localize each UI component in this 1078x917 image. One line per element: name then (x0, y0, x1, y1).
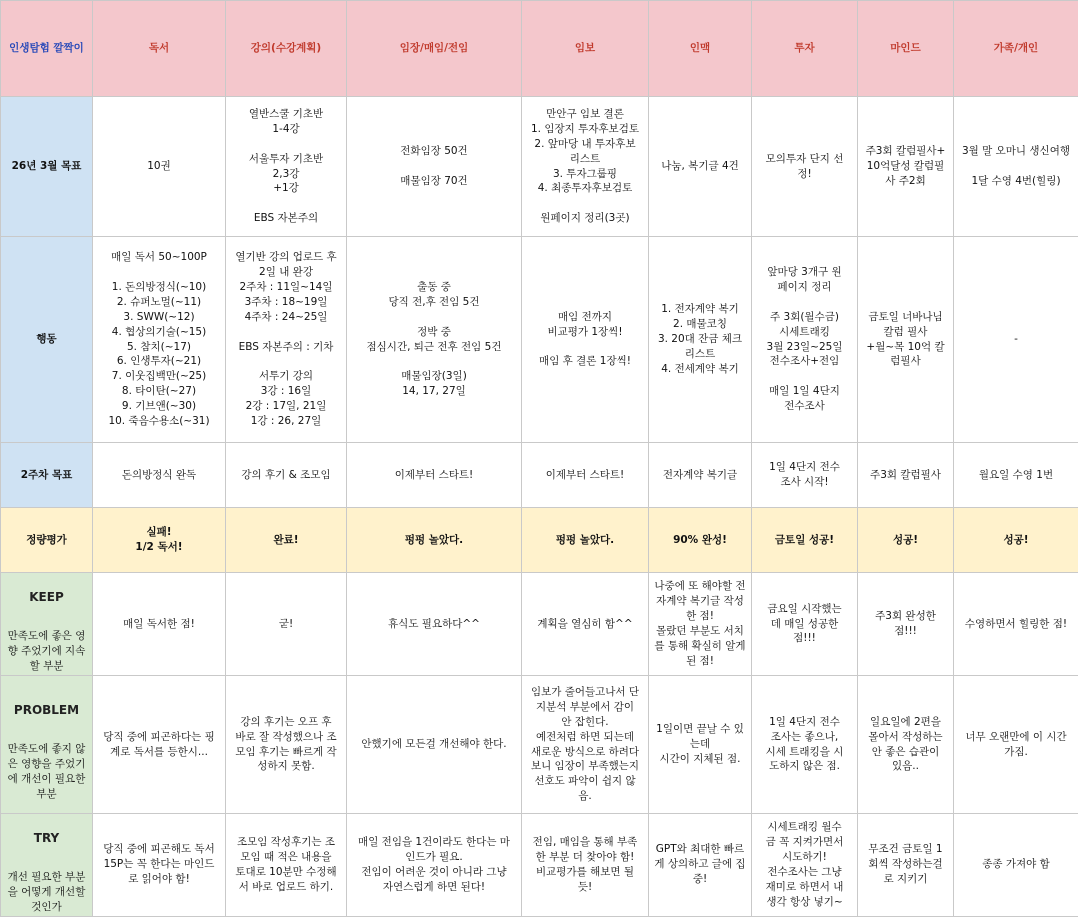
try-cell[interactable]: 조모임 작성후기는 조 모임 때 적은 내용을 토대로 10분만 수정해 서 바로 업로드 하기. (226, 814, 347, 917)
goal2-cell[interactable]: 전자계약 복기글 (649, 443, 752, 508)
try-cell[interactable]: 매일 전임을 1건이라도 한다는 마 인드가 필요. 전임이 어려운 것이 아니라 그냥 자연스럽게 하면 된다! (347, 814, 522, 917)
eval-cell[interactable]: 성공! (954, 508, 1078, 573)
problem-cell[interactable]: 안했기에 모든걸 개선해야 한다. (347, 676, 522, 814)
eval-row-label[interactable]: 정량평가 (1, 508, 93, 573)
problem-row (1, 676, 1078, 814)
header-cell-invest[interactable]: 투자 (752, 1, 858, 97)
header-cell-imbo[interactable]: 임보 (522, 1, 649, 97)
problem-cell[interactable]: 강의 후기는 오프 후 바로 잘 작성했으나 조 모임 후기는 빠르게 작 성하지 못함. (226, 676, 347, 814)
goal2-row (1, 443, 1078, 508)
keep-title: KEEP (4, 589, 89, 606)
goal26-cell[interactable]: 3월 말 오마니 생신여행 1달 수영 4번(힐링) (954, 97, 1078, 237)
keep-cell[interactable]: 굳! (226, 573, 347, 676)
eval-cell[interactable]: 펑펑 놀았다. (522, 508, 649, 573)
action-cell[interactable]: - (954, 237, 1078, 443)
header-row (1, 1, 1078, 97)
keep-cell[interactable]: 나중에 또 해야할 전 자계약 복기글 작성 한 점! 몰랐던 부분도 서치 를 통해 확실히 알게 된 점! (649, 573, 752, 676)
keep-cell[interactable]: 매일 독서한 점! (93, 573, 226, 676)
header-cell-lecture[interactable]: 강의(수강계획) (226, 1, 347, 97)
eval-cell[interactable]: 금토일 성공! (752, 508, 858, 573)
goal2-row-label[interactable]: 2주차 목표 (1, 443, 93, 508)
goal26-cell[interactable]: 열반스쿨 기초반 1-4강 서울투자 기초반 2,3강 +1강 EBS 자본주의 (226, 97, 347, 237)
action-row-label[interactable]: 행동 (1, 237, 93, 443)
action-cell[interactable]: 1. 전자계약 복기 2. 매물코칭 3. 20대 잔금 체크 리스트 4. 전세계약 복기 (649, 237, 752, 443)
goal2-cell[interactable]: 월요일 수영 1번 (954, 443, 1078, 508)
goal26-cell[interactable]: 10권 (93, 97, 226, 237)
keep-cell[interactable]: 주3회 완성한 점!!! (858, 573, 954, 676)
action-cell[interactable]: 매임 전까지 비교평가 1장씩! 매임 후 결론 1장씩! (522, 237, 649, 443)
try-cell[interactable]: 시세트래킹 월수 금 꼭 지켜가면서 시도하기! 전수조사는 그냥 재미로 하면서 내 생각 항상 넣기~ (752, 814, 858, 917)
goal26-cell[interactable]: 전화임장 50건 매물임장 70건 (347, 97, 522, 237)
try-cell[interactable]: 무조건 금토일 1 회씩 작성하는걸 로 지키기 (858, 814, 954, 917)
goal26-cell[interactable]: 나눔, 복기글 4건 (649, 97, 752, 237)
action-cell[interactable]: 열기반 강의 업로드 후 2일 내 완강 2주차 : 11일~14일 3주차 : 18~19일 4주차 : 24~25일 EBS 자본주의 : 기차 서투기 강의 3강 : 16일 2강 : 17일, 21일 1강 : 26, 27일 (226, 237, 347, 443)
action-cell[interactable]: 앞마당 3개구 원 페이지 정리 주 3회(월수금) 시세트래킹 3월 23일~25일 전수조사+전임 매일 1일 4단지 전수조사 (752, 237, 858, 443)
goal26-row (1, 97, 1078, 237)
problem-cell[interactable]: 1일이면 끝날 수 있 는데 시간이 지체된 점. (649, 676, 752, 814)
goal2-cell[interactable]: 1일 4단지 전수 조사 시작! (752, 443, 858, 508)
problem-cell[interactable]: 1일 4단지 전수 조사는 좋으나, 시세 트래킹을 시 도하지 않은 점. (752, 676, 858, 814)
problem-cell[interactable]: 당직 중에 피곤하다는 핑 계로 독서를 등한시... (93, 676, 226, 814)
eval-cell[interactable]: 90% 완성! (649, 508, 752, 573)
keep-row (1, 573, 1078, 676)
goal26-cell[interactable]: 모의투자 단지 선 정! (752, 97, 858, 237)
try-cell[interactable]: 전임, 매임을 통해 부족 한 부분 더 찾아야 함! 비교평가를 해보면 될 듯! (522, 814, 649, 917)
goal2-cell[interactable]: 돈의방정식 완독 (93, 443, 226, 508)
keep-cell[interactable]: 계획을 열심히 함^^ (522, 573, 649, 676)
header-cell-family[interactable]: 가족/개인 (954, 1, 1078, 97)
problem-row-label[interactable] (1, 676, 93, 814)
problem-title: PROBLEM (4, 702, 89, 719)
eval-row (1, 508, 1078, 573)
goal2-cell[interactable]: 강의 후기 & 조모임 (226, 443, 347, 508)
try-cell[interactable]: 당직 중에 피곤해도 독서 15P는 꼭 한다는 마인드 로 읽어야 함! (93, 814, 226, 917)
problem-cell[interactable]: 일요일에 2편을 몰아서 작성하는 안 좋은 습관이 있음.. (858, 676, 954, 814)
keep-cell[interactable]: 휴식도 필요하다^^ (347, 573, 522, 676)
goal26-cell[interactable]: 만안구 임보 결론 1. 임장지 투자후보검토 2. 앞마당 내 투자후보 리스트 3. 투자그룹핑 4. 최종투자후보검토 원페이지 정리(3곳) (522, 97, 649, 237)
header-cell-mind[interactable]: 마인드 (858, 1, 954, 97)
action-cell[interactable]: 출동 중 당직 전,후 전임 5건 정박 중 점심시간, 퇴근 전후 전임 5건 매물임장(3일) 14, 17, 27일 (347, 237, 522, 443)
try-title: TRY (4, 830, 89, 847)
keep-cell[interactable]: 금요일 시작했는 데 매일 성공한 점!!! (752, 573, 858, 676)
problem-cell[interactable]: 임보가 줄어들고나서 단 지분석 부분에서 감이 안 잡힌다. 예전처럼 하면 되는데 새로운 방식으로 하려다 보니 임장이 부족했는지 선호도 파악이 쉽지 않 음. (522, 676, 649, 814)
goal26-row-label[interactable]: 26년 3월 목표 (1, 97, 93, 237)
header-cell-network[interactable]: 인맥 (649, 1, 752, 97)
goal2-cell[interactable]: 이제부터 스타트! (347, 443, 522, 508)
problem-description: 만족도에 좋지 않 은 영향을 주었기 에 개선이 필요한 부분 (8, 743, 86, 800)
goal2-cell[interactable]: 이제부터 스타트! (522, 443, 649, 508)
header-corner[interactable]: 인생탐험 깔짝이 (1, 1, 93, 97)
eval-cell[interactable]: 완료! (226, 508, 347, 573)
try-row (1, 814, 1078, 917)
goal26-cell[interactable]: 주3회 칼럼필사+ 10억달성 칼럼필 사 주2회 (858, 97, 954, 237)
try-description: 개선 필요한 부분 을 어떻게 개선할 것인가 (8, 871, 86, 913)
eval-cell[interactable]: 실패! 1/2 독서! (93, 508, 226, 573)
keep-row-label[interactable] (1, 573, 93, 676)
try-cell[interactable]: GPT와 최대한 빠르 게 상의하고 글에 집 중! (649, 814, 752, 917)
action-cell[interactable]: 매일 독서 50~100P 1. 돈의방정식(~10) 2. 슈퍼노멀(~11) 3. SWW(~12) 4. 협상의기술(~15) 5. 참치(~17) 6. 인생투자(~21) 7. 이웃집백만(~25) 8. 타이탄(~27) 9. 기브앤(~30) 10. 죽음수용소(~31) (93, 237, 226, 443)
try-cell[interactable]: 종종 가져야 함 (954, 814, 1078, 917)
header-cell-reading[interactable]: 독서 (93, 1, 226, 97)
keep-cell[interactable]: 수영하면서 힐링한 점! (954, 573, 1078, 676)
eval-cell[interactable]: 성공! (858, 508, 954, 573)
eval-cell[interactable]: 펑펑 놀았다. (347, 508, 522, 573)
problem-cell[interactable]: 너무 오랜만에 이 시간 가짐. (954, 676, 1078, 814)
keep-description: 만족도에 좋은 영 향 주었기에 지속 할 부분 (8, 630, 86, 672)
action-row (1, 237, 1078, 443)
goal2-cell[interactable]: 주3회 칼럼필사 (858, 443, 954, 508)
try-row-label[interactable] (1, 814, 93, 917)
header-cell-imjang[interactable]: 임장/매임/전임 (347, 1, 522, 97)
action-cell[interactable]: 금토일 너바나님 칼럼 필사 +월~목 10억 칼 럼필사 (858, 237, 954, 443)
